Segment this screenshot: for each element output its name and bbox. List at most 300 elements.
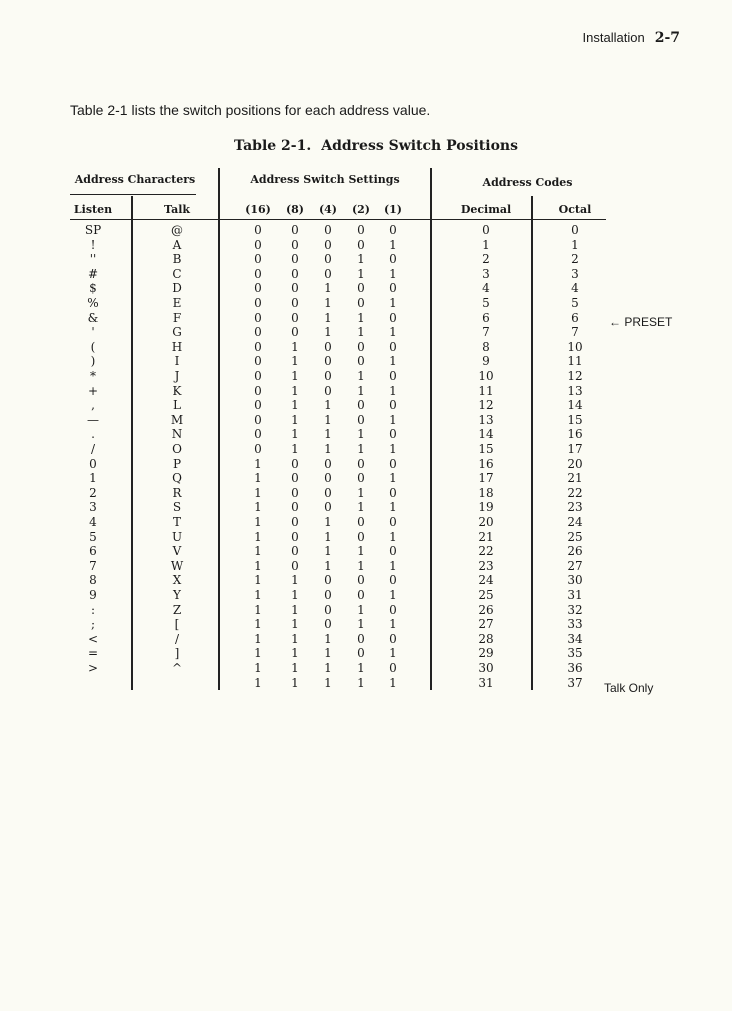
cell-talk: X <box>172 573 182 588</box>
cell-bit16: 1 <box>254 646 262 661</box>
cell-bit16: 1 <box>254 588 262 602</box>
cell-bit16: 0 <box>254 223 262 237</box>
cell-bit8: 1 <box>291 573 299 588</box>
cell-octal: 2 <box>571 252 579 267</box>
cell-bit8: 0 <box>291 281 299 296</box>
cell-talk: H <box>171 339 183 354</box>
cell-bit1: 1 <box>389 383 397 398</box>
cell-listen: 2 <box>89 485 97 500</box>
cell-listen: & <box>87 310 99 325</box>
cell-bit2: 0 <box>357 237 365 252</box>
cell-decimal: 4 <box>482 281 490 296</box>
cell-bit1: 0 <box>389 398 397 413</box>
cell-bit2: 1 <box>357 661 365 675</box>
cell-decimal: 30 <box>478 661 494 675</box>
cell-bit16: 0 <box>254 310 262 325</box>
cell-listen: / <box>90 442 96 456</box>
cell-octal: 37 <box>567 675 583 690</box>
cell-bit1: 0 <box>389 661 397 675</box>
cell-bit2: 0 <box>357 296 365 310</box>
cell-bit2: 1 <box>357 383 365 398</box>
cell-bit4: 0 <box>324 456 332 471</box>
cell-talk: W <box>170 558 184 573</box>
cell-decimal: 6 <box>482 310 490 325</box>
cell-bit4: 1 <box>324 310 332 325</box>
cell-listen: 5 <box>89 529 97 544</box>
cell-bit16: 0 <box>254 296 262 310</box>
cell-bit16: 0 <box>254 237 262 252</box>
cell-talk: M <box>170 412 184 427</box>
cell-bit4: 1 <box>324 661 332 675</box>
cell-talk: V <box>172 544 182 559</box>
column-header-bit8: (8) <box>285 203 305 216</box>
cell-bit8: 1 <box>291 602 299 617</box>
cell-bit1: 1 <box>389 646 397 661</box>
cell-bit4: 1 <box>324 515 332 529</box>
cell-octal: 5 <box>571 296 579 310</box>
cell-octal: 23 <box>567 500 583 515</box>
cell-bit4: 1 <box>324 558 332 573</box>
cell-bit4: 0 <box>324 252 332 267</box>
cell-bit8: 1 <box>291 369 299 383</box>
cell-octal: 0 <box>571 223 579 237</box>
cell-talk: N <box>171 427 183 442</box>
column-header-bit16: (16) <box>245 203 271 216</box>
cell-bit4: 0 <box>324 471 332 486</box>
cell-bit4: 1 <box>324 529 332 544</box>
cell-octal: 22 <box>567 485 583 500</box>
cell-decimal: 15 <box>478 442 494 456</box>
cell-octal: 32 <box>567 602 583 617</box>
cell-decimal: 14 <box>478 427 494 442</box>
cell-octal: 6 <box>571 310 579 325</box>
cell-bit4: 1 <box>324 631 332 646</box>
cell-listen: < <box>87 631 99 646</box>
cell-talk: G <box>172 325 182 340</box>
cell-bit1: 0 <box>389 515 397 529</box>
cell-bit1: 0 <box>389 369 397 383</box>
cell-octal: 26 <box>567 544 583 559</box>
cell-decimal: 31 <box>478 675 494 690</box>
cell-octal: 16 <box>567 427 583 442</box>
cell-talk: I <box>174 354 180 369</box>
cell-bit8: 0 <box>291 237 299 252</box>
cell-bit1: 0 <box>389 252 397 267</box>
cell-bit8: 0 <box>291 325 299 340</box>
cell-talk: S <box>172 500 182 515</box>
cell-octal: 24 <box>567 515 583 529</box>
cell-bit16: 0 <box>254 252 262 267</box>
cell-bit1: 1 <box>389 325 397 340</box>
cell-bit8: 1 <box>291 442 299 456</box>
cell-listen: # <box>87 266 99 281</box>
cell-bit16: 1 <box>254 485 262 500</box>
cell-octal: 30 <box>567 573 583 588</box>
cell-decimal: 23 <box>478 558 494 573</box>
cell-decimal: 1 <box>482 237 490 252</box>
group-header-characters: Address Characters <box>74 173 196 186</box>
cell-bit2: 1 <box>357 369 365 383</box>
cell-bit4: 0 <box>324 485 332 500</box>
cell-decimal: 5 <box>482 296 490 310</box>
cell-bit4: 0 <box>324 266 332 281</box>
cell-bit1: 0 <box>389 544 397 559</box>
cell-talk: ^ <box>171 661 183 675</box>
cell-bit4: 1 <box>324 296 332 310</box>
talk-only-note: Talk Only <box>604 681 654 695</box>
column-header-listen: Listen <box>73 203 113 216</box>
cell-bit1: 0 <box>389 631 397 646</box>
cell-talk: Q <box>172 471 182 486</box>
cell-bit1: 0 <box>389 456 397 471</box>
cell-bit1: 1 <box>389 237 397 252</box>
cell-bit2: 1 <box>357 617 365 632</box>
cell-talk: O <box>172 442 182 456</box>
cell-talk: [ <box>174 617 180 632</box>
cell-bit8: 1 <box>291 646 299 661</box>
cell-octal: 33 <box>567 617 583 632</box>
cell-bit1: 1 <box>389 529 397 544</box>
cell-bit1: 1 <box>389 266 397 281</box>
cell-talk: J <box>174 369 180 383</box>
cell-bit1: 1 <box>389 412 397 427</box>
cell-bit1: 1 <box>389 500 397 515</box>
cell-talk: C <box>172 266 182 281</box>
cell-listen: , <box>91 398 95 413</box>
cell-listen: 6 <box>89 544 97 559</box>
divider-listen-talk <box>131 196 133 690</box>
cell-decimal: 18 <box>478 485 494 500</box>
cell-bit1: 1 <box>389 675 397 690</box>
cell-bit8: 0 <box>291 485 299 500</box>
table-name: Address Switch Positions <box>321 138 518 154</box>
cell-bit1: 0 <box>389 485 397 500</box>
cell-bit16: 0 <box>254 354 262 369</box>
cell-decimal: 21 <box>478 529 494 544</box>
cell-bit16: 1 <box>254 631 262 646</box>
cell-bit8: 1 <box>291 354 299 369</box>
cell-talk: Z <box>172 602 182 617</box>
cell-bit2: 0 <box>357 515 365 529</box>
cell-bit8: 1 <box>291 383 299 398</box>
cell-bit4: 1 <box>324 325 332 340</box>
cell-octal: 10 <box>567 339 583 354</box>
cell-listen: ' <box>91 325 95 340</box>
cell-bit8: 1 <box>291 398 299 413</box>
cell-decimal: 11 <box>478 383 494 398</box>
divider-characters-switches <box>218 168 220 690</box>
cell-octal: 15 <box>567 412 583 427</box>
cell-bit16: 0 <box>254 369 262 383</box>
header-rule-characters <box>70 194 196 195</box>
header-rule <box>70 219 606 220</box>
cell-bit4: 1 <box>324 281 332 296</box>
cell-octal: 36 <box>567 661 583 675</box>
cell-listen: ) <box>90 354 96 369</box>
cell-talk: F <box>172 310 182 325</box>
cell-decimal: 22 <box>478 544 494 559</box>
cell-listen: + <box>87 383 99 398</box>
cell-bit8: 0 <box>291 456 299 471</box>
cell-bit2: 1 <box>357 442 365 456</box>
cell-bit16: 0 <box>254 412 262 427</box>
cell-decimal: 9 <box>482 354 490 369</box>
cell-listen: '' <box>89 252 97 267</box>
cell-octal: 13 <box>567 383 583 398</box>
cell-bit16: 0 <box>254 442 262 456</box>
cell-bit4: 1 <box>324 675 332 690</box>
intro-text: Table 2-1 lists the switch positions for each address value. <box>70 102 431 118</box>
cell-bit8: 0 <box>291 558 299 573</box>
cell-talk: Y <box>173 588 181 602</box>
cell-octal: 17 <box>567 442 583 456</box>
cell-listen: . <box>91 427 95 442</box>
cell-bit1: 0 <box>389 281 397 296</box>
cell-bit8: 1 <box>291 427 299 442</box>
page-header <box>583 30 680 46</box>
table-title <box>0 138 732 154</box>
cell-bit16: 1 <box>254 500 262 515</box>
cell-listen: 8 <box>89 573 97 588</box>
cell-bit2: 0 <box>357 588 365 602</box>
preset-note: ← PRESET <box>609 315 673 329</box>
cell-bit4: 0 <box>324 369 332 383</box>
cell-talk: B <box>172 252 182 267</box>
cell-bit8: 1 <box>291 339 299 354</box>
cell-talk: L <box>173 398 181 413</box>
cell-bit1: 0 <box>389 339 397 354</box>
page-number: 2-7 <box>654 30 680 46</box>
cell-decimal: 28 <box>478 631 494 646</box>
column-header-decimal: Decimal <box>460 203 512 216</box>
cell-bit8: 1 <box>291 661 299 675</box>
cell-bit8: 0 <box>291 500 299 515</box>
cell-bit8: 0 <box>291 515 299 529</box>
cell-octal: 21 <box>567 471 583 486</box>
cell-talk: @ <box>171 223 183 237</box>
cell-talk: P <box>172 456 182 471</box>
cell-decimal: 17 <box>478 471 494 486</box>
cell-bit4: 1 <box>324 427 332 442</box>
cell-bit2: 0 <box>357 456 365 471</box>
cell-decimal: 16 <box>478 456 494 471</box>
cell-bit2: 0 <box>357 398 365 413</box>
cell-bit16: 1 <box>254 529 262 544</box>
cell-bit16: 1 <box>254 675 262 690</box>
cell-listen: 9 <box>89 588 97 602</box>
cell-listen: 4 <box>89 515 97 529</box>
cell-bit8: 0 <box>291 529 299 544</box>
cell-bit2: 1 <box>357 602 365 617</box>
cell-talk: / <box>174 631 180 646</box>
cell-listen: 3 <box>89 500 97 515</box>
cell-octal: 12 <box>567 369 583 383</box>
cell-bit16: 1 <box>254 661 262 675</box>
cell-bit2: 0 <box>357 631 365 646</box>
column-header-bit2: (2) <box>351 203 371 216</box>
cell-bit2: 0 <box>357 354 365 369</box>
cell-octal: 35 <box>567 646 583 661</box>
cell-bit1: 1 <box>389 617 397 632</box>
cell-listen: 7 <box>89 558 97 573</box>
cell-bit2: 0 <box>357 223 365 237</box>
group-header-switches: Address Switch Settings <box>250 173 400 186</box>
cell-octal: 4 <box>571 281 579 296</box>
cell-bit2: 1 <box>357 675 365 690</box>
cell-octal: 20 <box>567 456 583 471</box>
cell-talk: R <box>172 485 182 500</box>
cell-bit4: 0 <box>324 617 332 632</box>
cell-bit8: 0 <box>291 223 299 237</box>
cell-bit2: 1 <box>357 310 365 325</box>
cell-listen: 0 <box>89 456 97 471</box>
cell-listen: — <box>87 412 99 427</box>
column-header-bit4: (4) <box>318 203 338 216</box>
cell-decimal: 13 <box>478 412 494 427</box>
cell-bit16: 1 <box>254 558 262 573</box>
cell-bit16: 0 <box>254 266 262 281</box>
cell-talk: T <box>172 515 181 529</box>
cell-bit2: 0 <box>357 339 365 354</box>
cell-talk: A <box>172 237 182 252</box>
cell-bit16: 0 <box>254 427 262 442</box>
cell-octal: 7 <box>571 325 579 340</box>
cell-bit2: 0 <box>357 281 365 296</box>
cell-bit8: 1 <box>291 675 299 690</box>
cell-decimal: 27 <box>478 617 494 632</box>
cell-bit8: 0 <box>291 296 299 310</box>
cell-bit16: 1 <box>254 573 262 588</box>
cell-bit16: 0 <box>254 398 262 413</box>
cell-bit4: 0 <box>324 339 332 354</box>
cell-bit8: 1 <box>291 631 299 646</box>
cell-bit2: 1 <box>357 427 365 442</box>
cell-bit4: 1 <box>324 442 332 456</box>
cell-bit1: 0 <box>389 573 397 588</box>
cell-bit8: 1 <box>291 588 299 602</box>
cell-bit4: 0 <box>324 354 332 369</box>
cell-bit2: 0 <box>357 573 365 588</box>
cell-bit4: 0 <box>324 383 332 398</box>
cell-decimal: 10 <box>478 369 494 383</box>
cell-bit2: 1 <box>357 500 365 515</box>
cell-bit16: 0 <box>254 339 262 354</box>
cell-octal: 3 <box>571 266 579 281</box>
cell-bit4: 0 <box>324 223 332 237</box>
cell-listen: > <box>87 661 99 675</box>
cell-bit8: 0 <box>291 310 299 325</box>
cell-bit2: 1 <box>357 266 365 281</box>
cell-bit2: 0 <box>357 412 365 427</box>
cell-bit1: 0 <box>389 602 397 617</box>
cell-octal: 14 <box>567 398 583 413</box>
cell-octal: 31 <box>567 588 583 602</box>
cell-decimal: 3 <box>482 266 490 281</box>
cell-octal: 34 <box>567 631 583 646</box>
cell-decimal: 7 <box>482 325 490 340</box>
section-title: Installation <box>582 30 645 45</box>
cell-bit8: 0 <box>291 252 299 267</box>
cell-octal: 27 <box>567 558 583 573</box>
cell-bit8: 1 <box>291 412 299 427</box>
cell-bit4: 1 <box>324 646 332 661</box>
cell-listen: ; <box>90 617 96 632</box>
cell-bit4: 0 <box>324 237 332 252</box>
cell-bit2: 1 <box>357 325 365 340</box>
cell-listen: * <box>90 369 96 383</box>
cell-bit1: 1 <box>389 296 397 310</box>
cell-decimal: 25 <box>478 588 494 602</box>
cell-bit16: 1 <box>254 602 262 617</box>
cell-bit4: 0 <box>324 573 332 588</box>
divider-decimal-octal <box>531 196 533 690</box>
cell-listen: ! <box>90 237 96 252</box>
cell-bit4: 1 <box>324 398 332 413</box>
column-header-bit1: (1) <box>383 203 403 216</box>
cell-octal: 1 <box>571 237 579 252</box>
cell-bit1: 1 <box>389 354 397 369</box>
cell-listen: $ <box>89 281 97 296</box>
cell-decimal: 20 <box>478 515 494 529</box>
cell-bit16: 1 <box>254 617 262 632</box>
cell-bit1: 0 <box>389 427 397 442</box>
cell-decimal: 29 <box>478 646 494 661</box>
cell-octal: 11 <box>567 354 583 369</box>
cell-talk: K <box>172 383 182 398</box>
column-header-talk: Talk <box>163 203 191 216</box>
cell-bit8: 1 <box>291 617 299 632</box>
cell-bit8: 0 <box>291 266 299 281</box>
cell-bit2: 1 <box>357 485 365 500</box>
cell-bit16: 1 <box>254 515 262 529</box>
divider-switches-codes <box>430 168 432 690</box>
cell-bit1: 1 <box>389 558 397 573</box>
cell-octal: 25 <box>567 529 583 544</box>
cell-bit1: 0 <box>389 310 397 325</box>
cell-bit2: 0 <box>357 646 365 661</box>
cell-talk: U <box>171 529 183 544</box>
cell-decimal: 8 <box>482 339 490 354</box>
cell-bit4: 1 <box>324 544 332 559</box>
group-header-codes: Address Codes <box>482 176 573 189</box>
cell-bit4: 0 <box>324 588 332 602</box>
cell-decimal: 12 <box>478 398 494 413</box>
cell-listen: = <box>87 646 99 661</box>
cell-bit16: 1 <box>254 456 262 471</box>
cell-talk: ] <box>174 646 180 661</box>
cell-decimal: 24 <box>478 573 494 588</box>
cell-listen: 1 <box>89 471 97 486</box>
cell-bit4: 1 <box>324 412 332 427</box>
cell-listen: % <box>87 296 99 310</box>
cell-bit2: 1 <box>357 544 365 559</box>
cell-bit2: 0 <box>357 529 365 544</box>
cell-bit16: 1 <box>254 544 262 559</box>
cell-bit1: 1 <box>389 471 397 486</box>
cell-bit16: 0 <box>254 281 262 296</box>
cell-bit8: 0 <box>291 471 299 486</box>
cell-bit2: 1 <box>357 252 365 267</box>
cell-bit1: 0 <box>389 223 397 237</box>
cell-bit2: 1 <box>357 558 365 573</box>
cell-bit1: 1 <box>389 442 397 456</box>
cell-decimal: 0 <box>482 223 490 237</box>
cell-listen: SP <box>84 223 102 237</box>
cell-bit16: 0 <box>254 325 262 340</box>
cell-bit16: 1 <box>254 471 262 486</box>
cell-talk: E <box>172 296 182 310</box>
cell-bit16: 0 <box>254 383 262 398</box>
